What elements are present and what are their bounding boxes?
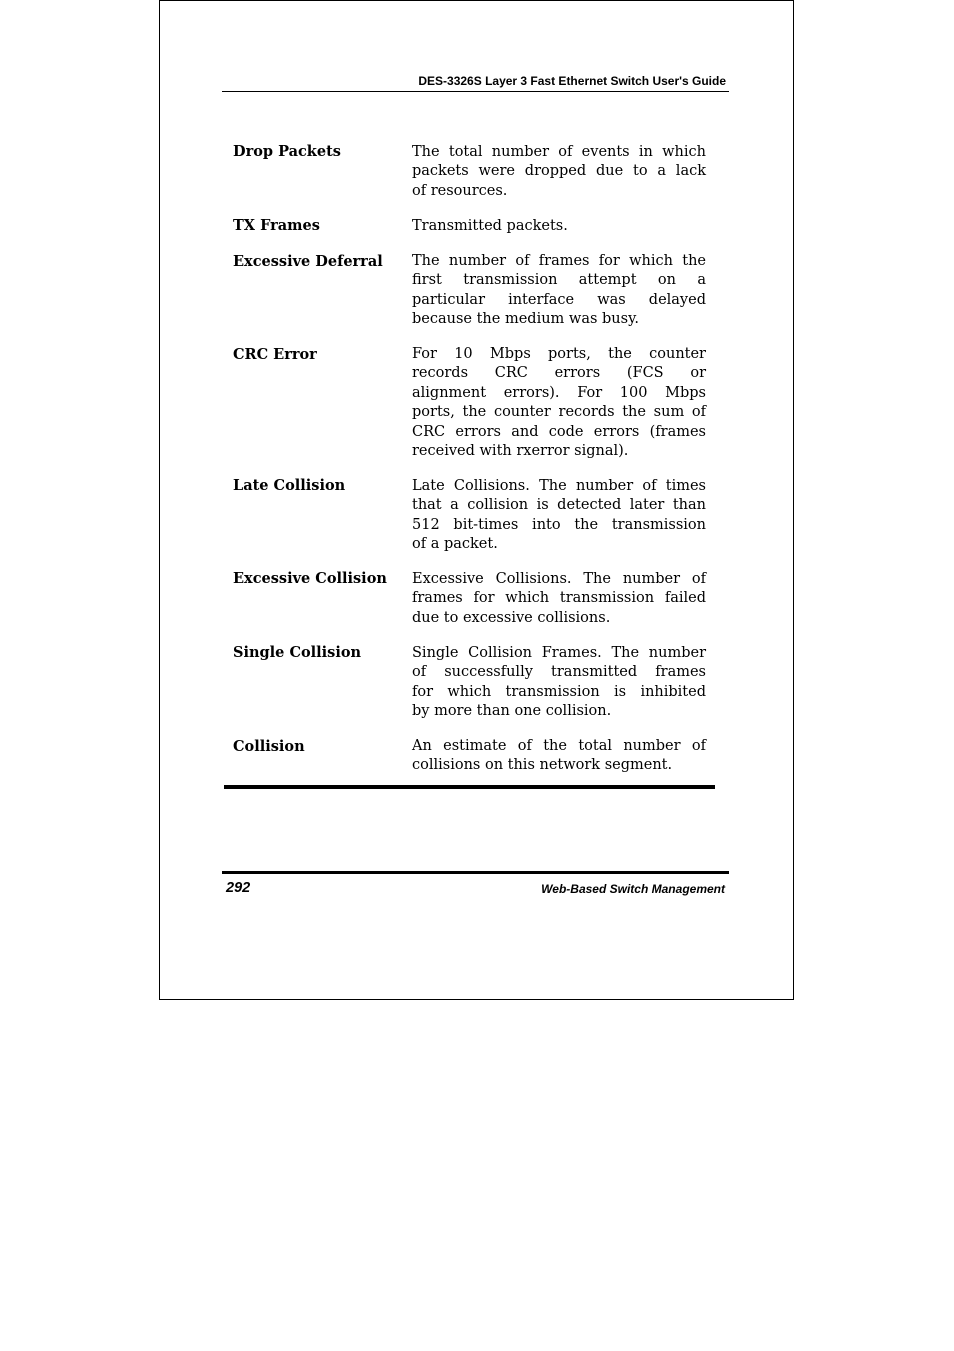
header-title: DES-3326S Layer 3 Fast Ethernet Switch User's Guide bbox=[418, 74, 726, 88]
desc-single-collision bbox=[412, 644, 706, 722]
desc-line: Excessive Collisions. The number of bbox=[412, 571, 706, 587]
desc-line: frames for which transmission failed bbox=[412, 590, 706, 607]
term-excessive-deferral: Excessive Deferral bbox=[233, 253, 383, 270]
desc-line: by more than one collision. bbox=[412, 703, 612, 720]
desc-line: received with rxerror signal). bbox=[412, 443, 629, 460]
desc-line: ports, the counter records the sum of bbox=[412, 404, 706, 421]
desc-line: particular interface was delayed bbox=[412, 291, 706, 308]
desc-line: records CRC errors (FCS or bbox=[412, 365, 706, 382]
term-collision: Collision bbox=[233, 738, 305, 755]
desc-collision bbox=[412, 737, 706, 776]
table-bottom-rule bbox=[224, 785, 715, 789]
term-single-collision: Single Collision bbox=[233, 644, 362, 661]
desc-line: for which transmission is inhibited bbox=[412, 683, 706, 700]
desc-line: that a collision is detected later than bbox=[412, 497, 706, 514]
desc-crc-error bbox=[412, 345, 706, 461]
desc-line: first transmission attempt on a bbox=[412, 272, 706, 289]
desc-drop-packets bbox=[412, 143, 706, 201]
desc-line: 512 bit-times into the transmission bbox=[412, 516, 706, 533]
page-number: 292 bbox=[226, 880, 251, 896]
desc-line: packets were dropped due to a lack bbox=[412, 163, 706, 180]
desc-line: The total number of events in which bbox=[412, 144, 706, 160]
desc-line: because the medium was busy. bbox=[412, 311, 639, 328]
term-crc-error: CRC Error bbox=[233, 346, 317, 363]
desc-line: of resources. bbox=[412, 182, 508, 199]
term-late-collision: Late Collision bbox=[233, 477, 346, 494]
desc-late-collision bbox=[412, 477, 706, 555]
desc-excessive-deferral bbox=[412, 252, 706, 330]
term-tx-frames: TX Frames bbox=[233, 217, 320, 234]
desc-line: of a packet. bbox=[412, 536, 498, 553]
desc-line: Late Collisions. The number of times bbox=[412, 478, 706, 494]
footer-title: Web-Based Switch Management bbox=[541, 882, 725, 896]
footer-divider bbox=[222, 871, 729, 874]
desc-line: Transmitted packets. bbox=[412, 218, 568, 234]
term-excessive-collision: Excessive Collision bbox=[233, 570, 387, 587]
desc-line: For 10 Mbps ports, the counter bbox=[412, 346, 706, 362]
desc-line: CRC errors and code errors (frames bbox=[412, 423, 706, 440]
header-divider bbox=[222, 91, 729, 92]
desc-line: due to excessive collisions. bbox=[412, 609, 611, 626]
desc-line: of successfully transmitted frames bbox=[412, 664, 706, 681]
desc-line: alignment errors). For 100 Mbps bbox=[412, 384, 706, 401]
term-drop-packets: Drop Packets bbox=[233, 143, 341, 160]
desc-line: An estimate of the total number of bbox=[412, 738, 706, 754]
desc-line: Single Collision Frames. The number bbox=[412, 645, 706, 661]
desc-tx-frames bbox=[412, 217, 706, 236]
desc-excessive-collision bbox=[412, 570, 706, 628]
desc-line: The number of frames for which the bbox=[412, 253, 706, 269]
desc-line: collisions on this network segment. bbox=[412, 757, 673, 774]
